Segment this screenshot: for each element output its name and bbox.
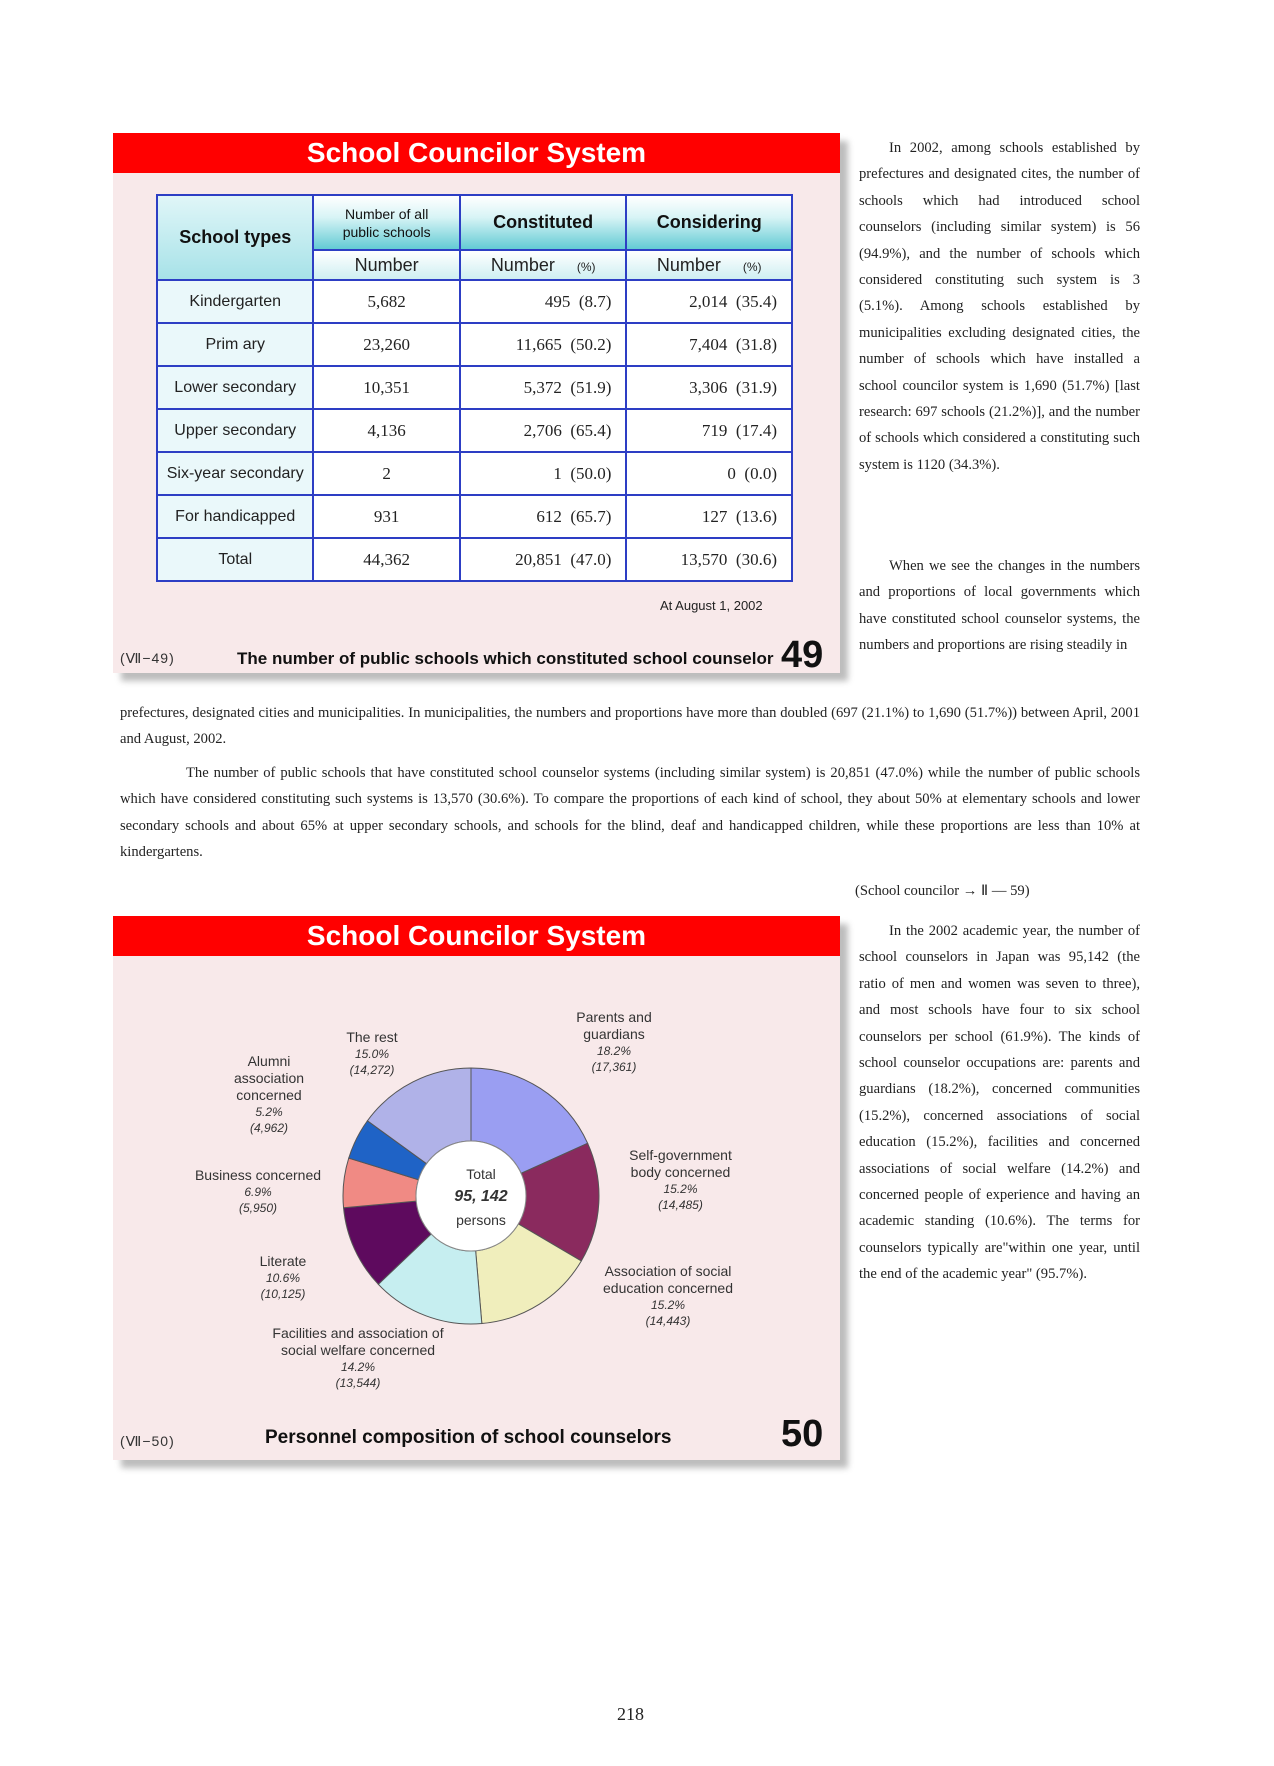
cell-constituted: 2,706 (65.4) <box>460 409 627 452</box>
figure-50-panel <box>113 916 840 1460</box>
table-row <box>157 323 792 366</box>
cell-constituted: 20,851 (47.0) <box>460 538 627 581</box>
cell-considering: 2,014 (35.4) <box>626 280 792 323</box>
cell-school-type: Total <box>157 538 313 581</box>
label-business: Business concerned 6.9% (5,950) <box>194 1167 322 1215</box>
header-school-types: School types <box>157 195 313 280</box>
label-literate: Literate 10.6% (10,125) <box>259 1253 307 1301</box>
page-number: 218 <box>617 1704 644 1724</box>
table-row <box>157 280 792 323</box>
date-note: At August 1, 2002 <box>660 598 763 613</box>
table-row <box>157 538 792 581</box>
figure-50-caption: Personnel composition of school counselors <box>265 1427 672 1448</box>
figure-49-title: School Councilor System <box>113 133 840 173</box>
header-all-public-schools: Number of all public schools <box>313 195 459 250</box>
donut-center-value: 95, 142 <box>454 1188 508 1205</box>
schools-table <box>156 194 793 582</box>
paragraph-counselor-numbers: In the 2002 academic year, the number of school counselors in Japan was 95,142 (the ratio of men and women was seven to three), and most schools have four to six school counselors per school (61.9%). The kinds of school counselor occupations are: parents and guardians (18.2%), concerned communities (15.2%), concerned associations of social education (15.2%), facilities and concerned associations of social welfare (14.2%) and concerned people of experience and having an academic standing (10.6%). The terms for counselors typically are"within one year, until the end of the academic year" (95.7%). <box>859 923 1140 1283</box>
paragraph-prefecture-schools: In 2002, among schools established by prefectures and designated cites, the number of schools which had introduced school counselors (including similar system) is 56 (94.9%), and the number of schools which considered constituting such system is 3 (5.1%). Among schools established by municipalities excluding designated cities, the number of schools which have installed a school councilor system is 1,690 (51.7%) [last research: 697 schools (21.2%)], and the number of schools which considered a constituting such system is 1120 (34.3%). <box>859 140 1140 473</box>
cross-reference: (School councilor → Ⅱ ― 59) <box>855 883 1030 899</box>
header-constituted: Constituted <box>460 195 627 250</box>
cell-school-type: Prim ary <box>157 323 313 366</box>
cell-constituted: 612 (65.7) <box>460 495 627 538</box>
table-row <box>157 409 792 452</box>
cell-considering: 0 (0.0) <box>626 452 792 495</box>
label-alumni: Alumni association concerned 5.2% (4,962) <box>233 1053 305 1135</box>
donut-center-total: Total <box>466 1166 496 1182</box>
cell-school-type: For handicapped <box>157 495 313 538</box>
paragraph-changes-part1: When we see the changes in the numbers and proportions of local governments which have constituted school counselor systems, the numbers and proportions are rising steadily in <box>859 558 1140 654</box>
figure-49-number: 49 <box>781 634 824 676</box>
cell-school-type: Six-year secondary <box>157 452 313 495</box>
cell-all: 931 <box>313 495 459 538</box>
cell-school-type: Kindergarten <box>157 280 313 323</box>
cell-all: 4,136 <box>313 409 459 452</box>
figure-50-number: 50 <box>781 1413 824 1455</box>
cell-constituted: 11,665 (50.2) <box>460 323 627 366</box>
label-self-government: Self-government body concerned 15.2% (14,485) <box>629 1147 732 1212</box>
figure-50-title: School Councilor System <box>113 916 840 956</box>
cell-all: 2 <box>313 452 459 495</box>
cell-constituted: 1 (50.0) <box>460 452 627 495</box>
subheader-number-pct: Number (%) <box>460 250 627 280</box>
paragraph-public-schools: The number of public schools that have constituted school counselor systems (including similar system) is 20,851 (47.0%) while the number of public schools which have considered constituting such systems is 13,570 (30.6%). To compare the proportions of each kind of school, they about 50% at elementary schools and lower secondary schools and about 65% at upper secondary schools, and schools for the blind, deaf and handicapped children, while these proportions are less than 10% at kindergartens. <box>120 765 1140 861</box>
cell-considering: 3,306 (31.9) <box>626 366 792 409</box>
table-row <box>157 495 792 538</box>
cell-all: 10,351 <box>313 366 459 409</box>
subheader-number-pct: Number (%) <box>626 250 792 280</box>
cell-considering: 7,404 (31.8) <box>626 323 792 366</box>
table-row <box>157 366 792 409</box>
cell-all: 44,362 <box>313 538 459 581</box>
cell-considering: 13,570 (30.6) <box>626 538 792 581</box>
cell-all: 23,260 <box>313 323 459 366</box>
paragraph-changes-part2: prefectures, designated cities and municipalities. In municipalities, the numbers and proportions have more than doubled (697 (21.1%) to 1,690 (51.7%)) between April, 2001 and August, 2002. <box>120 705 1140 748</box>
cell-school-type: Upper secondary <box>157 409 313 452</box>
figure-50-code: (Ⅶ−50) <box>120 1433 175 1449</box>
label-parents: Parents and guardians 18.2% (17,361) <box>576 1009 652 1074</box>
cell-constituted: 495 (8.7) <box>460 280 627 323</box>
figure-49-caption: The number of public schools which constituted school counselor <box>237 649 774 668</box>
cell-considering: 719 (17.4) <box>626 409 792 452</box>
figure-49-panel <box>113 133 840 676</box>
cell-considering: 127 (13.6) <box>626 495 792 538</box>
cell-school-type: Lower secondary <box>157 366 313 409</box>
table-row <box>157 452 792 495</box>
cell-all: 5,682 <box>313 280 459 323</box>
figure-49-code: (Ⅶ−49) <box>120 650 175 666</box>
label-social-welfare: Facilities and association of social welfare concerned 14.2% (13,544) <box>272 1325 444 1390</box>
donut-center-persons: persons <box>456 1212 506 1228</box>
label-the-rest: The rest 15.0% (14,272) <box>346 1029 398 1077</box>
label-social-education: Association of social education concerned 15.2% (14,443) <box>603 1263 733 1328</box>
header-considering: Considering <box>626 195 792 250</box>
cell-constituted: 5,372 (51.9) <box>460 366 627 409</box>
subheader-number: Number <box>313 250 459 280</box>
